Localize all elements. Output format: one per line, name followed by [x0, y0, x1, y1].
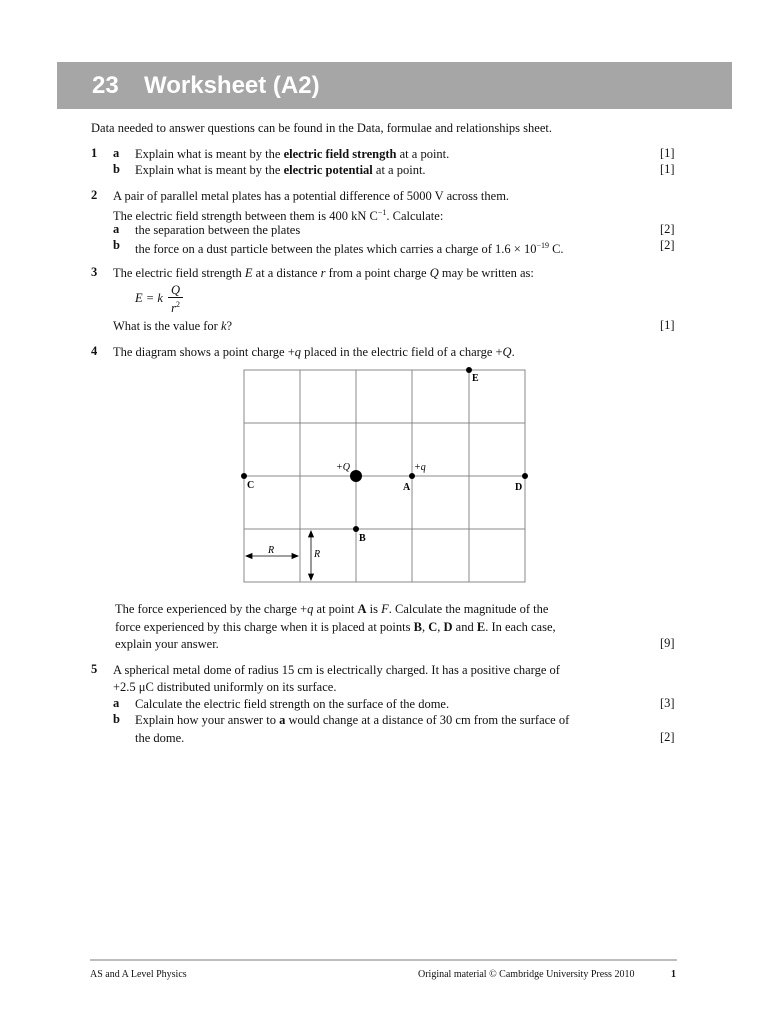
question-2-line2: The electric field strength between them is 400 kN $C^{-1}$. Calculate: — [113, 208, 444, 224]
question-1b-mark: [1] — [660, 162, 675, 176]
worksheet-title: Worksheet (A2) — [144, 71, 320, 99]
worksheet-header-banner — [57, 62, 732, 109]
question-5b-text: Explain how your answer to a would change at a distance of 30 cm from the surface of — [135, 713, 570, 727]
label-B: B — [359, 533, 366, 544]
question-1a-mark: [1] — [660, 146, 675, 160]
question-5a-mark: [3] — [660, 696, 675, 710]
question-2a-mark: [2] — [660, 222, 675, 236]
point-D — [522, 473, 528, 479]
question-3-number: 3 — [91, 265, 98, 279]
intro-text: Data needed to answer questions can be found in the Data, formulae and relationships sheet. — [91, 121, 552, 135]
label-R-vertical: R — [314, 549, 321, 560]
question-5b-text-line2: the dome. — [135, 731, 185, 745]
label-plus-q: +q — [414, 462, 426, 473]
question-4-intro: The diagram shows a point charge +q placed in the electric field of a charge +Q. — [113, 345, 515, 359]
footer-copyright: Original material © Cambridge University Press 2010 — [418, 969, 635, 980]
question-4-text-line2: force experienced by this charge when it is placed at points B, C, D and E. In each case, — [115, 620, 556, 634]
grid-lines — [244, 370, 525, 582]
question-2b-label: b — [113, 238, 120, 252]
question-1a-label: a — [113, 146, 120, 160]
question-1b-label: b — [113, 162, 120, 176]
question-5a-text: Calculate the electric field strength on the surface of the dome. — [135, 697, 450, 711]
label-E: E — [472, 373, 479, 384]
question-5-line2: +2.5 μC distributed uniformly on its surface. — [113, 680, 337, 694]
question-2b-mark: [2] — [660, 238, 675, 252]
question-2a-label: a — [113, 222, 120, 236]
question-5a-label: a — [113, 696, 120, 710]
label-A: A — [403, 482, 411, 493]
question-2-line1: A pair of parallel metal plates has a potential difference of 5000 V across them. — [113, 189, 510, 203]
question-4-mark: [9] — [660, 636, 675, 650]
page-number: 1 — [671, 969, 676, 980]
question-5b-label: b — [113, 712, 120, 726]
charge-grid-diagram — [235, 362, 535, 587]
label-R-horizontal: R — [268, 545, 275, 556]
question-5-number: 5 — [91, 662, 98, 676]
question-3-mark: [1] — [660, 318, 675, 332]
chapter-number: 23 — [92, 71, 119, 99]
question-3-text: The electric field strength E at a distance r from a point charge Q may be written as: — [113, 266, 534, 280]
point-B — [353, 526, 359, 532]
question-2-number: 2 — [91, 188, 98, 202]
question-5-line1: A spherical metal dome of radius 15 cm is electrically charged. It has a positive charge of — [113, 663, 560, 677]
question-1-number: 1 — [91, 146, 98, 160]
dimension-arrows — [246, 531, 314, 580]
question-4-text-line1: The force experienced by the charge +q at point A is F. Calculate the magnitude of the — [115, 602, 549, 616]
question-2b-text: the force on a dust particle between the plates which carries a charge of $1.6 \times 10^{-19}$ C. — [135, 241, 564, 257]
question-1a-text: Explain what is meant by the electric field strength at a point. — [135, 147, 450, 161]
label-D: D — [515, 482, 523, 493]
coulomb-formula: E = k $\frac{Q}{r^2}$ — [135, 283, 183, 315]
charge-plus-Q — [350, 470, 362, 482]
label-C: C — [247, 480, 255, 491]
footer-left: AS and A Level Physics — [90, 969, 187, 980]
label-plus-Q: +Q — [336, 462, 350, 473]
question-2a-text: the separation between the plates — [135, 223, 301, 237]
point-C — [241, 473, 247, 479]
question-3-ask: What is the value for k? — [113, 319, 233, 333]
charge-plus-q-point-A — [409, 473, 415, 479]
question-5b-mark: [2] — [660, 730, 675, 744]
question-1b-text: Explain what is meant by the electric potential at a point. — [135, 163, 426, 177]
question-4-number: 4 — [91, 344, 98, 358]
question-4-text-line3: explain your answer. — [115, 637, 219, 651]
footer-rule — [90, 959, 677, 961]
